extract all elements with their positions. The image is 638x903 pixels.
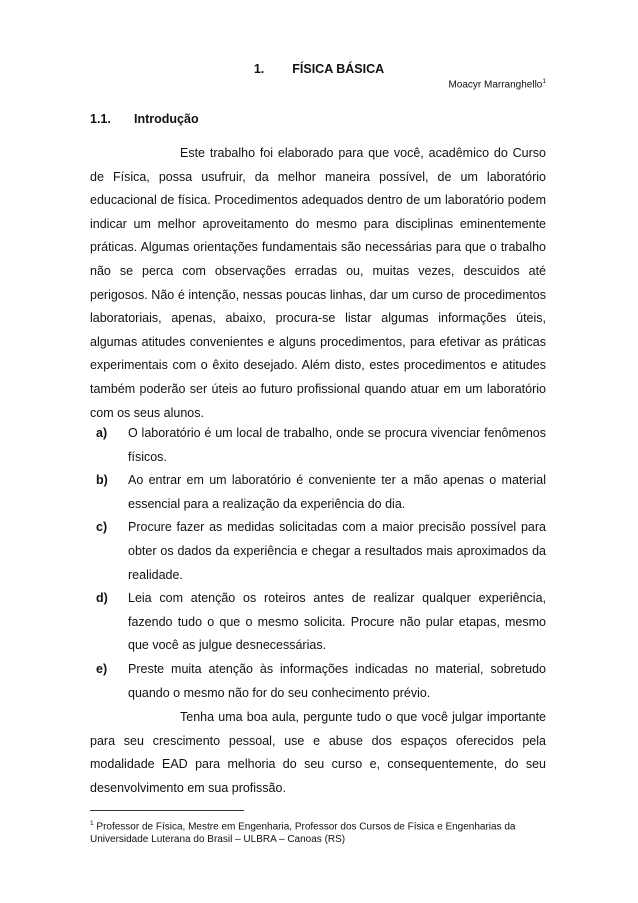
section-title: Introdução (134, 112, 199, 126)
chapter-title: FÍSICA BÁSICA (292, 62, 385, 76)
list-marker: b) (96, 473, 108, 488)
list-item (96, 422, 546, 469)
list-marker: a) (96, 426, 108, 440)
section-heading (90, 112, 199, 126)
author-name: Moacyr Marranghello (448, 79, 543, 91)
list-item-text: O laboratório é um local de trabalho, onde se procura vivenciar fenômenos físicos. (128, 426, 546, 464)
intro-block (90, 142, 546, 425)
author-footnote-mark: 1 (542, 78, 546, 85)
list-item-text: Ao entrar em um laboratório é conveniente ter a mão apenas o material essencial para a realização da experiência do dia. (128, 473, 546, 511)
list-item (96, 469, 546, 516)
closing-block (90, 706, 546, 800)
closing-paragraph: Tenha uma boa aula, pergunte tudo o que você julgar importante para seu crescimento pessoal, use e abuse dos espaços oferecidos pela modalidade EAD para melhoria do seu curso e, consequentemente, do seu desenvolvimento em sua profissão. (90, 710, 546, 795)
list-item (96, 658, 546, 705)
list-marker: d) (96, 591, 108, 606)
footnote-mark: 1 (90, 820, 94, 827)
chapter-heading (0, 62, 638, 76)
list-item-text: Preste muita atenção às informações indicadas no material, sobretudo quando o mesmo não for do seu conhecimento prévio. (128, 661, 546, 700)
footnote-text: Professor de Física, Mestre em Engenharia, Professor dos Cursos de Física e Engenharias da Universidade Luterana do Brasil – ULBRA – Canoas (RS) (90, 821, 516, 846)
list-marker: e) (96, 661, 108, 676)
list-marker: c) (96, 520, 108, 535)
list-item (96, 587, 546, 658)
footnote (90, 817, 550, 846)
list-item-text: Leia com atenção os roteiros antes de realizar qualquer experiência, fazendo tudo o que o mesmo solicita. Procure não pular etapas, mesmo que você as julgue desnecessárias. (128, 591, 546, 653)
chapter-number: 1. (253, 62, 265, 76)
footnote-divider (90, 810, 244, 811)
list-item (96, 516, 546, 587)
guidelines-list (96, 422, 546, 705)
section-number: 1.1. (90, 112, 111, 126)
list-item-text: Procure fazer as medidas solicitadas com a maior precisão possível para obter os dados da experiência e chegar a resultados mais aproximados da realidade. (128, 520, 546, 582)
intro-paragraph: Este trabalho foi elaborado para que você, acadêmico do Curso de Física, possa usufruir, da melhor maneira possível, de um laboratório educacional de física. Procedimentos adequados dentro de um laboratório podem indicar um melhor aproveitamento do mesmo para disciplinas eminentemente práticas. Algumas orientações fundamentais são necessárias para que o trabalho não se perca com observações erradas ou, muitas vezes, descuidos até perigosos. Não é intenção, nessas poucas linhas, dar um curso de procedimentos laboratoriais, apenas, abaixo, procura-se listar algumas informações úteis, algumas atitudes convenientes e alguns procedimentos, para efetivar as práticas experimentais com o êxito desejado. Além disto, estes procedimentos e atitudes também poderão ser úteis ao futuro profissional quando atuar em um laboratório com os seus alunos. (90, 146, 546, 420)
author-line (448, 78, 546, 90)
